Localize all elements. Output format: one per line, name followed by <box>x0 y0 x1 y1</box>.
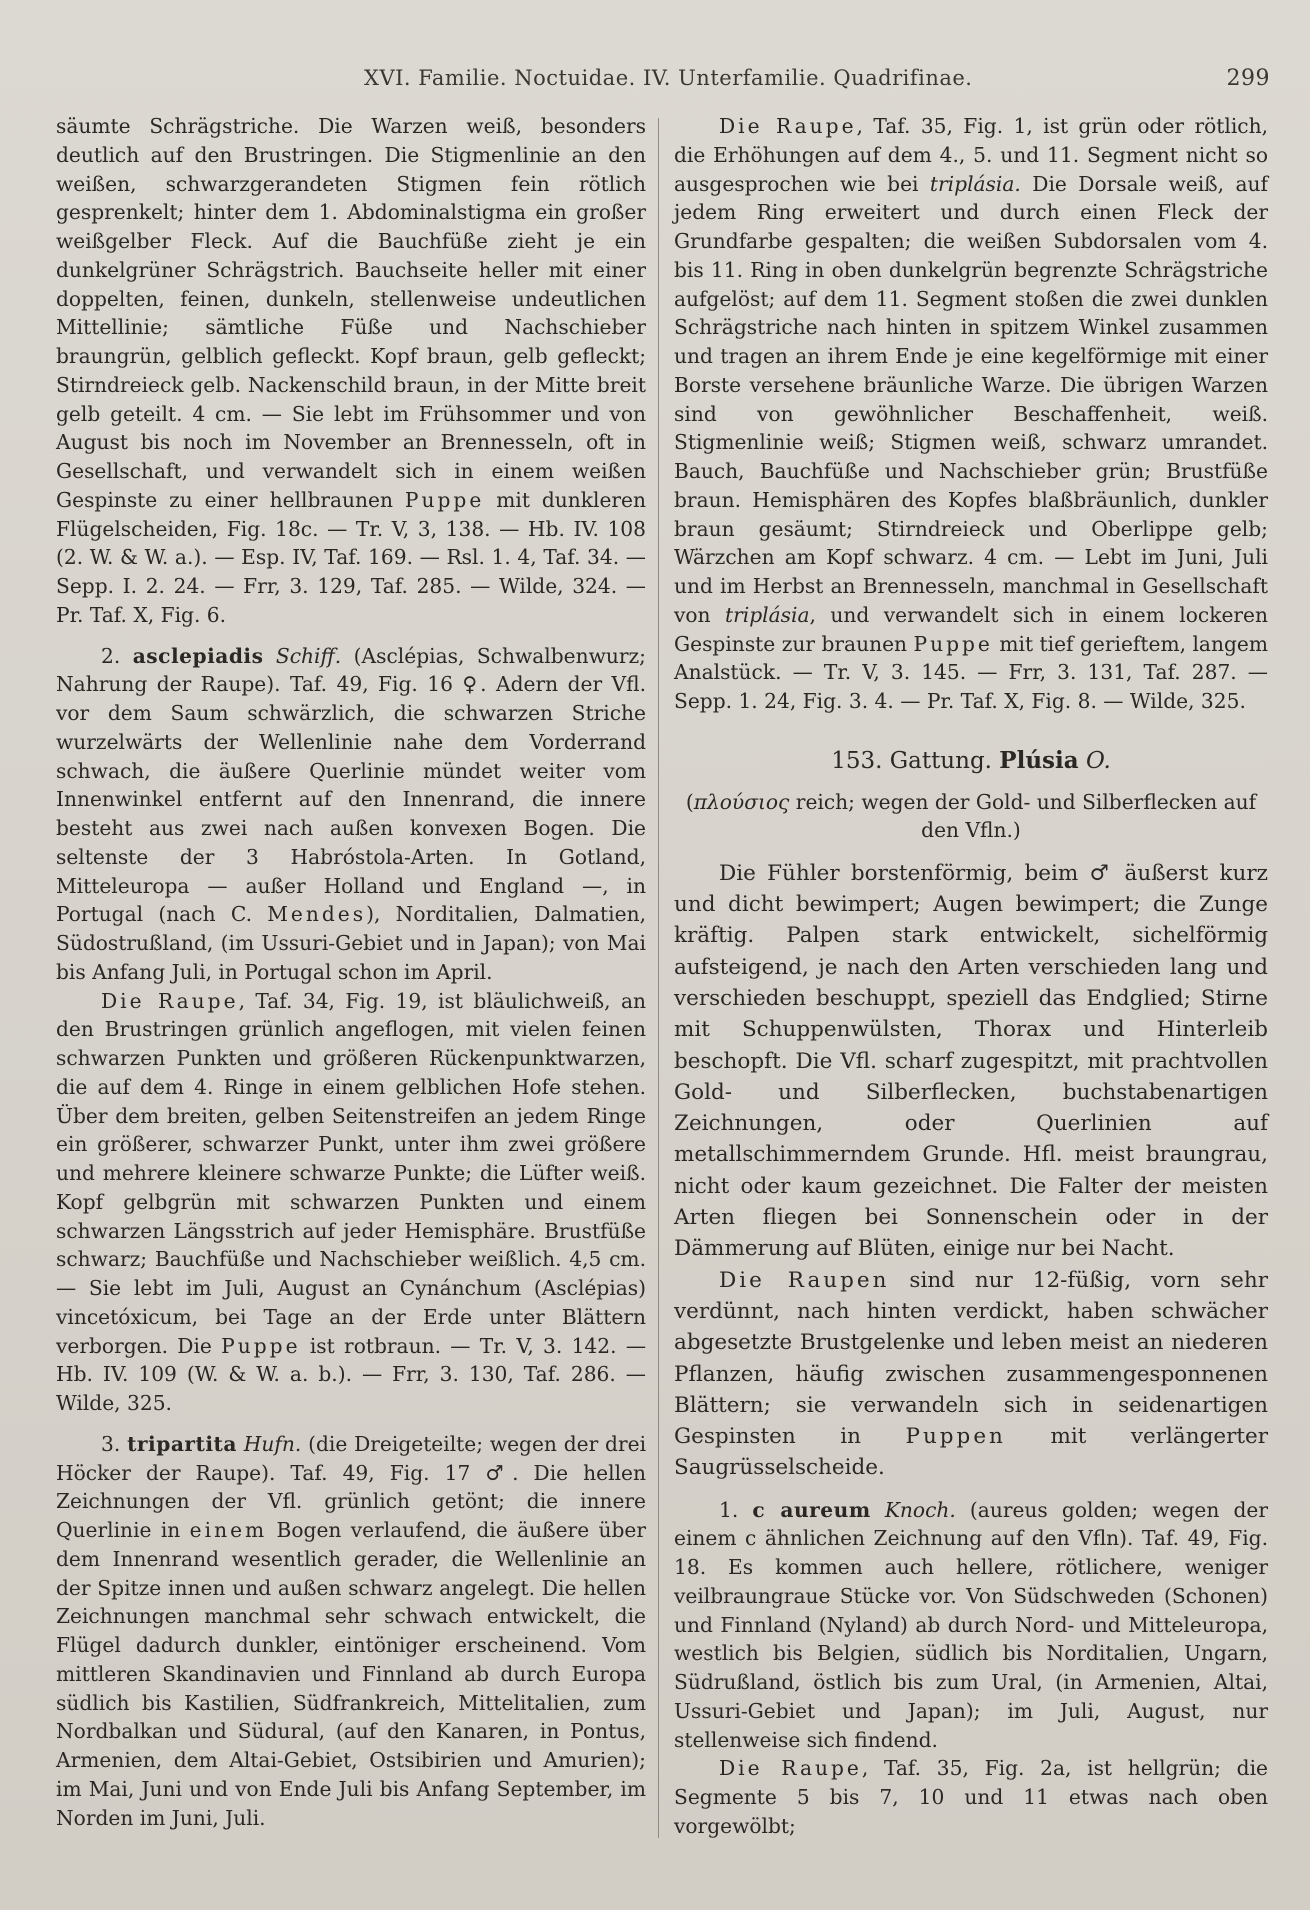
paren: ( <box>685 789 694 814</box>
emphasis: einem <box>189 1518 268 1542</box>
larva-paragraph <box>674 1754 1268 1840</box>
larva-paragraph <box>674 112 1268 716</box>
entry-number: 1. <box>719 1497 739 1522</box>
running-title: XVI. Familie. Noctuidae. IV. Unterfamilie. Quadrifinae. <box>364 66 973 90</box>
text: , Taf. 34, Fig. 19, ist bläulichweiß, an den Brustringen grünlich angeflogen, mit vielen feinen schwarzen Punkten und größeren Rückenpunktwarzen, die auf dem 4. Ringe in einem gelblichen Hofe stehen. Über dem breiten, gelben Seitenstreifen an jedem Ringe ein größerer, schwarzer Punkt, unter ihm zwei größere und mehrere kleinere schwarze Punkte; die Lüfter weiß. Kopf gelbgrün mit schwarzen Punkten und einem schwarzen Längsstrich auf jeder Hemisphäre. Brustfüße schwarz; Bauchfüße und Nachschieber weißlich. 4,5 cm. — Sie lebt im Juli, August an Cynánchum (Asclépias) vincetóxicum, bei Tage an der Erde unter Blättern verborgen. Die <box>56 988 647 1358</box>
text: ist rotbraun. — Tr. V, 3. 142. — Hb. IV. 109 (W. & W. a. b.). — Frr, 3. 130, Taf. 286. — Wilde, 325. <box>56 1333 647 1415</box>
species-name: asclepiadis <box>132 643 264 668</box>
text: mit verlängerter Saugrüsselscheide. <box>674 1424 1268 1481</box>
species-author: Hufn. <box>243 1431 302 1456</box>
species-entry-tripartita <box>56 1430 646 1833</box>
text: , Taf. 35, Fig. 1, ist grün oder rötlich, die Erhöhungen auf dem 4., 5. und 11. Segment nicht so ausgesprochen wie bei <box>674 114 1268 196</box>
species-reference: triplásia <box>725 602 810 627</box>
text: Bogen verlaufend, die äußere über dem Innenrand wesentlich gerader, die Wellenlinie an der Spitze innen und außen schwarz angelegt. Die hellen Zeichnungen manchmal sehr schwach entwickelt, die Flügel dadurch dunkler, eintöniger erscheinend. Vom mittleren Skandinavien und Finnland ab durch Europa südlich bis Kastilien, Südfrankreich, Mittelitalien, zum Nordbalkan und Südural, (auf den Kanaren, in Pontus, Armenien, dem Altai-Gebiet, Ostsibirien und Amurien); im Mai, Juni und von Ende Juli bis Anfang September, im Norden im Juni, Juli. <box>56 1518 647 1830</box>
term-raupe: Die Raupe <box>719 114 857 138</box>
genus-larvae <box>674 1265 1268 1484</box>
column-divider <box>658 118 659 1838</box>
term-raupe: Die Raupe <box>101 988 239 1013</box>
entry-number: 3. <box>101 1431 121 1456</box>
term-puppe: Puppe <box>221 1333 301 1358</box>
text: reich; wegen der Gold- und Silberflecken auf den Vfln.) <box>795 789 1257 842</box>
species-author: Schiff. <box>275 643 342 668</box>
species-reference: triplásia. <box>929 171 1021 196</box>
entry-number: 2. <box>101 643 121 668</box>
left-column <box>56 112 646 1832</box>
text: (aureus golden; wegen der einem c ähnlichen Zeichnung auf den Vfln). Taf. 49, Fig. 18. Es kommen auch hellere, rötlichere, weniger veilbraungraue Stücke vor. Von Südschweden (Schonen) und Finnland (Nyland) ab durch Nord- und Mitteleuropa, westlich bis Belgien, südlich bis Norditalien, Ungarn, Südrußland, östlich bis zum Ural, (in Armenien, Altai, Ussuri-Gebiet und Japan); im Juli, August, nur stellenweise sich findend. <box>674 1497 1268 1752</box>
species-entry-c-aureum <box>674 1496 1268 1755</box>
genus-name: Plúsia <box>999 746 1079 774</box>
text: säumte Schrägstriche. Die Warzen weiß, besonders deutlich auf den Brustringen. Die Stigmenlinie an den weißen, schwarzgerandeten Stigmen fein rötlich gesprenkelt; hinter dem 1. Abdominalstigma ein großer weißgelber Fleck. Auf die Bauchfüße zieht je ein dunkelgrüner Schrägstrich. Bauchseite heller mit einer doppelten, feinen, dunkeln, stellenweise undeutlichen Mittellinie; sämtliche Füße und Nachschieber braungrün, gelblich gefleckt. Kopf braun, gelb gefleckt; Stirndreieck gelb. Nackenschild braun, in der Mitte breit gelb geteilt. 4 cm. — Sie lebt im Frühsommer und von August bis noch im November an Brennesseln, oft in Gesellschaft, und verwandelt sich in einem weißen Gespinste zu einer hellbraunen <box>56 114 646 512</box>
term-raupe: Die Raupe <box>719 1756 862 1781</box>
genus-author: O. <box>1085 747 1111 774</box>
right-column <box>674 112 1268 1841</box>
term-raupen: Die Raupen <box>719 1267 890 1293</box>
genus-number: 153. Gattung. <box>831 747 992 774</box>
text: mit tief gerieftem, langem Analstück. — Tr. V, 3. 145. — Frr, 3. 131, Taf. 287. — Sepp. 1. 24, Fig. 3. 4. — Pr. Taf. X, Fig. 8. — Wilde, 325. <box>674 631 1268 713</box>
text: mit dunkleren Flügelscheiden, Fig. 18c. — Tr. V, 3, 138. — Hb. IV. 108 (2. W. & W. a.). — Esp. IV, Taf. 169. — Rsl. 1. 4, Taf. 34. — Sepp. I. 2. 24. — Frr, 3. 129, Taf. 285. — Wilde, 324. — Pr. Taf. X, Fig. 6. <box>56 487 646 627</box>
term-puppe: Puppe <box>913 631 993 656</box>
genus-heading <box>674 746 1268 776</box>
term-puppe: Puppe <box>404 487 485 512</box>
text: sind nur 12-füßig, vorn sehr verdünnt, nach hinten verdickt, haben schwächer abgesetzte Brustgelenke und leben meist an niederen Pflanzen, häufig zwischen zusammengesponnenen Blättern; sie verwandeln sich in seidenartigen Gespinsten in <box>674 1267 1268 1450</box>
paragraph-continuation <box>56 112 646 630</box>
text: (die Dreigeteilte; wegen der drei Höcker der Raupe). Taf. 49, Fig. 17 ♂. Die hellen Zeichnungen der Vfl. grünlich getönt; die innere Querlinie in <box>56 1431 647 1542</box>
text: Die Dorsale weiß, auf jedem Ring erweitert und durch einen Fleck der Grundfarbe gespalten; die weißen Subdorsalen vom 4. bis 11. Ring in oben dunkelgrün begrenzte Schrägstriche aufgelöst; auf dem 11. Segment stoßen die zwei dunklen Schrägstriche nach hinten in spitzem Winkel zusammen und tragen an ihrem Ende je eine kegelförmige mit einer Borste versehene bräunliche Warze. Die übrigen Warzen sind von gewöhnlicher Beschaffenheit, weiß. Stigmenlinie weiß; Stigmen weiß, schwarz umrandet. Bauch, Bauchfüße und Nachschieber grün; Brustfüße braun. Hemisphären des Kopfes blaßbräunlich, dunkler braun gesäumt; Stirndreieck und Oberlippe gelb; Wärzchen am Kopf schwarz. 4 cm. — Lebt im Juni, Juli und im Herbst an Brennesseln, manchmal in Gesellschaft von <box>674 171 1269 627</box>
text: , Taf. 35, Fig. 2a, ist hellgrün; die Segmente 5 bis 7, 10 und 11 etwas nach oben vorgewölbt; <box>674 1756 1269 1838</box>
running-header <box>0 66 1310 96</box>
text: (Asclépias, Schwalbenwurz; Nahrung der Raupe). Taf. 49, Fig. 16 ♀. Adern der Vfl. vor dem Saum schwärzlich, die schwarzen Striche wurzelwärts der Wellenlinie nahe dem Vorderrand schwach, die äußere Querlinie mündet weiter vom Innenwinkel entfernt auf den Innenrand, die innere besteht aus zwei nach außen konvexen Bogen. Die seltenste der 3 Habróstola-Arten. In Gotland, Mitteleuropa — außer Holland und England —, in Portugal (nach C. <box>56 643 646 927</box>
genus-description <box>674 858 1268 1265</box>
page-number: 299 <box>1226 66 1270 91</box>
greek-word: πλούσιος <box>693 789 790 814</box>
genus-etymology <box>674 788 1268 844</box>
species-author: Knoch. <box>884 1497 956 1522</box>
species-name: c aureum <box>752 1497 871 1522</box>
person-name: Mendes <box>267 902 367 927</box>
term-puppen: Puppen <box>905 1424 1006 1450</box>
larva-paragraph <box>56 987 646 1418</box>
text: Die Fühler borstenförmig, beim ♂ äußerst kurz und dicht bewimpert; Augen bewimpert; die Zunge kräftig. Palpen stark entwickelt, sichelförmig aufsteigend, je nach den Arten verschieden lang und verschieden beschuppt, speziell das Endglied; Stirne mit Schuppenwülsten, Thorax und Hinterleib beschopft. Die Vfl. scharf zugespitzt, mit prachtvollen Gold- und Silberflecken, buchstabenartigen Zeichnungen, oder Querlinien auf metallschimmerndem Grunde. Hfl. meist braungrau, nicht oder kaum gezeichnet. Die Falter der meisten Arten fliegen bei Sonnenschein oder in der Dämmerung auf Blüten, einige nur bei Nacht. <box>674 860 1268 1262</box>
text: ), Norditalien, Dalmatien, Südostrußland, (im Ussuri-Gebiet und in Japan); von Mai bis Anfang Juli, in Portugal schon im April. <box>56 902 646 984</box>
species-entry-asclepiadis <box>56 642 646 987</box>
species-name: tripartita <box>127 1431 237 1456</box>
text: , und verwandelt sich in einem lockeren Gespinste zur braunen <box>674 602 1268 656</box>
